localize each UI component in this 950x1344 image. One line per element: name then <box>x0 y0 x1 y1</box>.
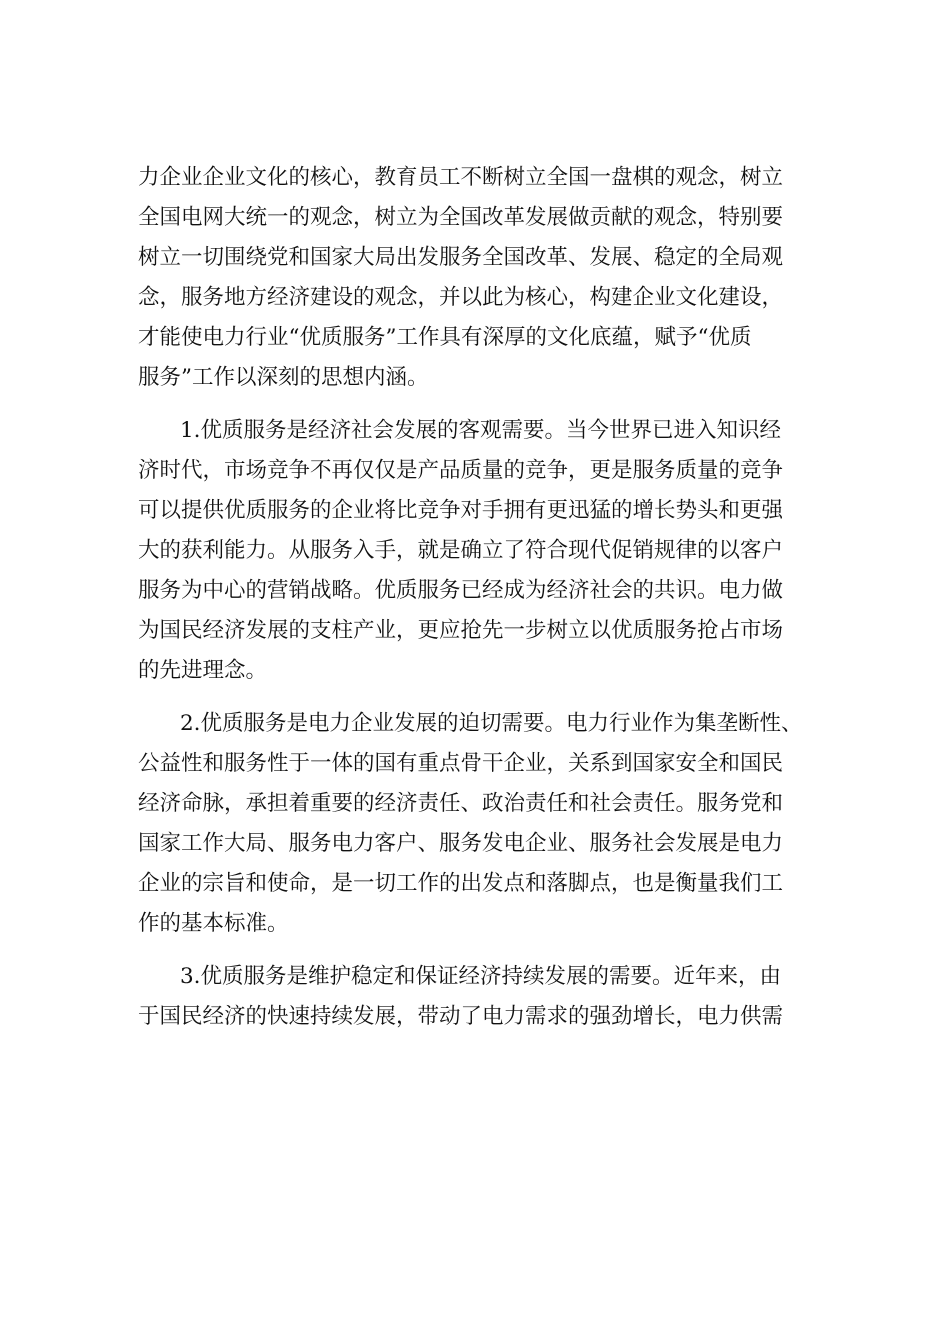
text-line: 服务”工作以深刻的思想内涵。 <box>138 365 429 390</box>
text-line: 1.优质服务是经济社会发展的客观需要。当今世界已进入知识经 <box>180 418 782 443</box>
text-line: 力企业企业文化的核心，教育员工不断树立全国一盘棋的观念，树立 <box>138 165 784 190</box>
paragraph-spacer <box>138 398 818 411</box>
paragraph-spacer <box>138 691 818 704</box>
text-line: 的先进理念。 <box>138 658 268 683</box>
text-line: 于国民经济的快速持续发展，带动了电力需求的强劲增长，电力供需 <box>138 1004 784 1029</box>
text-line: 可以提供优质服务的企业将比竞争对手拥有更迅猛的增长势头和更强 <box>138 498 784 523</box>
paragraph-point-1 <box>138 411 818 691</box>
text-line: 全国电网大统一的观念，树立为全国改革发展做贡献的观念，特别要 <box>138 205 784 230</box>
text-line: 大的获利能力。从服务入手，就是确立了符合现代促销规律的以客户 <box>138 538 784 563</box>
text-line: 树立一切围绕党和国家大局出发服务全国改革、发展、稳定的全局观 <box>138 245 784 270</box>
text-line: 2.优质服务是电力企业发展的迫切需要。电力行业作为集垄断性、 <box>180 711 803 736</box>
text-line: 公益性和服务性于一体的国有重点骨干企业，关系到国家安全和国民 <box>138 751 784 776</box>
text-line: 企业的宗旨和使命，是一切工作的出发点和落脚点，也是衡量我们工 <box>138 871 784 896</box>
text-line: 国家工作大局、服务电力客户、服务发电企业、服务社会发展是电力 <box>138 831 784 856</box>
text-line: 才能使电力行业“优质服务”工作具有深厚的文化底蕴，赋予“优质 <box>138 325 752 350</box>
paragraph-point-2 <box>138 704 818 944</box>
paragraph-point-3 <box>138 957 818 1037</box>
paragraph-intro <box>138 158 818 398</box>
text-line: 济时代，市场竞争不再仅仅是产品质量的竞争，更是服务质量的竞争 <box>138 458 784 483</box>
text-line: 经济命脉，承担着重要的经济责任、政治责任和社会责任。服务党和 <box>138 791 784 816</box>
text-line: 3.优质服务是维护稳定和保证经济持续发展的需要。近年来，由 <box>180 964 782 989</box>
text-line: 念，服务地方经济建设的观念，并以此为核心，构建企业文化建设， <box>138 285 784 310</box>
document-body <box>138 158 818 1037</box>
paragraph-spacer <box>138 944 818 957</box>
text-line: 为国民经济发展的支柱产业，更应抢先一步树立以优质服务抢占市场 <box>138 618 784 643</box>
text-line: 作的基本标准。 <box>138 911 289 936</box>
text-line: 服务为中心的营销战略。优质服务已经成为经济社会的共识。电力做 <box>138 578 784 603</box>
